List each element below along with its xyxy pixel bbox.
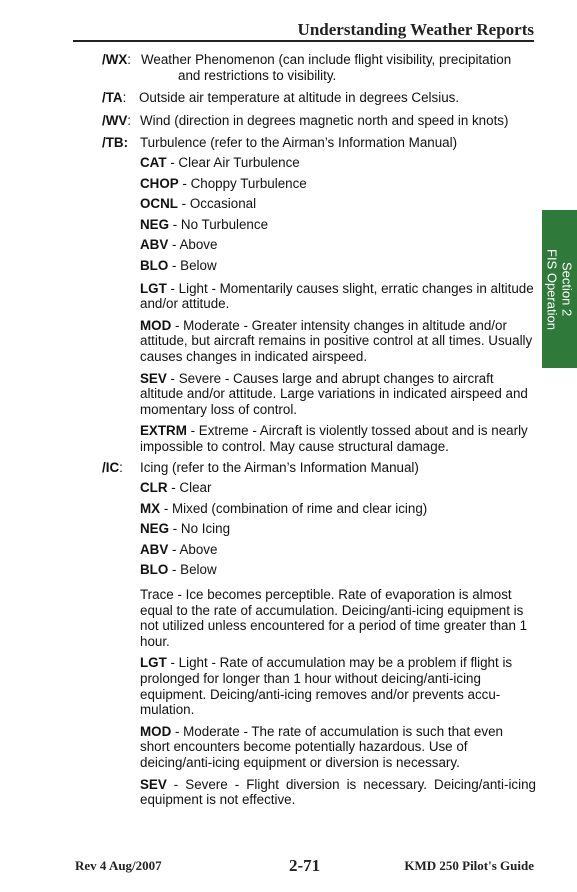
header-rule bbox=[73, 40, 534, 42]
definition-item: MX - Mixed (combination of rime and clear icing) bbox=[140, 500, 428, 516]
entry-ic bbox=[102, 460, 536, 476]
definition-paragraph: LGT - Light - Rate of accumulation may be a problem if flight is prolonged for longer than 1 hour without deicing/anti-icing equipment. Deicing/anti-icing removes and/or prevents accu-mulation. bbox=[140, 655, 513, 718]
footer-page-number: 2-71 bbox=[289, 856, 321, 875]
definition-item: CLR - Clear bbox=[140, 480, 212, 496]
definition-paragraph: LGT - Light - Momentarily causes slight, erratic changes in altitude and/or attitude. bbox=[140, 280, 534, 312]
turbulence-definitions bbox=[102, 155, 536, 455]
definition-item: CAT - Clear Air Turbulence bbox=[140, 154, 300, 170]
page-content bbox=[102, 52, 536, 814]
definition-paragraph: EXTRM - Extreme - Aircraft is violently tossed about and is nearly impossible to control. May cause structural damage. bbox=[140, 423, 528, 454]
definition-paragraph: SEV - Severe - Causes large and abrupt changes to aircraft altitude and/or attitude. Large variations in indicated airspeed and momentary loss of control. bbox=[140, 370, 528, 417]
section-tab-line1: Section 2 bbox=[559, 261, 575, 317]
definition-item: BLO - Below bbox=[140, 562, 217, 578]
page-header-title: Understanding Weather Reports bbox=[297, 20, 534, 39]
definition-item: ABV - Above bbox=[140, 541, 218, 557]
entry-wx bbox=[102, 52, 536, 83]
definition-item: NEG - No Icing bbox=[140, 521, 231, 537]
definition-item: CHOP - Choppy Turbulence bbox=[140, 175, 307, 191]
footer-guide-title: KMD 250 Pilot's Guide bbox=[404, 858, 534, 873]
trace-paragraph: Trace - Ice becomes perceptible. Rate of evaporation is almost equal to the rate of accumulation. Deicing/anti-icing equipment is not utilized unless encountered for a period of time greater than 1 hour. bbox=[140, 587, 528, 649]
section-tab bbox=[542, 210, 577, 368]
section-tab-line2: FIS Operation bbox=[544, 248, 560, 330]
definition-paragraph: MOD - Moderate - The rate of accumulation is such that even short encounters become potentially hazardous. Use of deicing/anti-icing equipment or diversion is necessary. bbox=[140, 723, 503, 770]
definition-paragraph: MOD - Moderate - Greater intensity changes in altitude and/or attitude, but aircraft remains in positive control at all times. Usually causes changes in indicated airspeed. bbox=[140, 317, 533, 364]
definition-item: ABV - Above bbox=[140, 237, 218, 253]
entry-code: /WX: bbox=[102, 52, 132, 67]
entry-wv bbox=[102, 113, 536, 129]
entry-ta bbox=[102, 90, 536, 106]
entry-code: /TA: bbox=[102, 90, 127, 106]
entry-text: Weather Phenomenon (can include flight visibility, precipitation and restrictions to visibility. bbox=[141, 52, 512, 83]
entry-code: /WV: bbox=[102, 112, 132, 128]
entry-text: Turbulence (refer to the Airman’s Information Manual) bbox=[140, 135, 458, 151]
icing-definitions bbox=[102, 480, 536, 808]
entry-text: Wind (direction in degrees magnetic north and speed in knots) bbox=[140, 112, 509, 128]
entry-text: Icing (refer to the Airman’s Information Manual) bbox=[140, 460, 419, 476]
definition-paragraph: SEV - Severe - Flight diversion is necessary. Deicing/anti-icing equipment is not effective. bbox=[140, 776, 536, 808]
definition-item: NEG - No Turbulence bbox=[140, 216, 269, 232]
entry-tb bbox=[102, 135, 536, 151]
definition-item: BLO - Below bbox=[140, 257, 217, 273]
footer-revision: Rev 4 Aug/2007 bbox=[75, 858, 162, 873]
definition-item: OCNL - Occasional bbox=[140, 196, 257, 212]
entry-code: /IC: bbox=[102, 460, 123, 476]
entry-text: Outside air temperature at altitude in degrees Celsius. bbox=[139, 90, 460, 106]
entry-code: /TB: bbox=[102, 135, 129, 151]
